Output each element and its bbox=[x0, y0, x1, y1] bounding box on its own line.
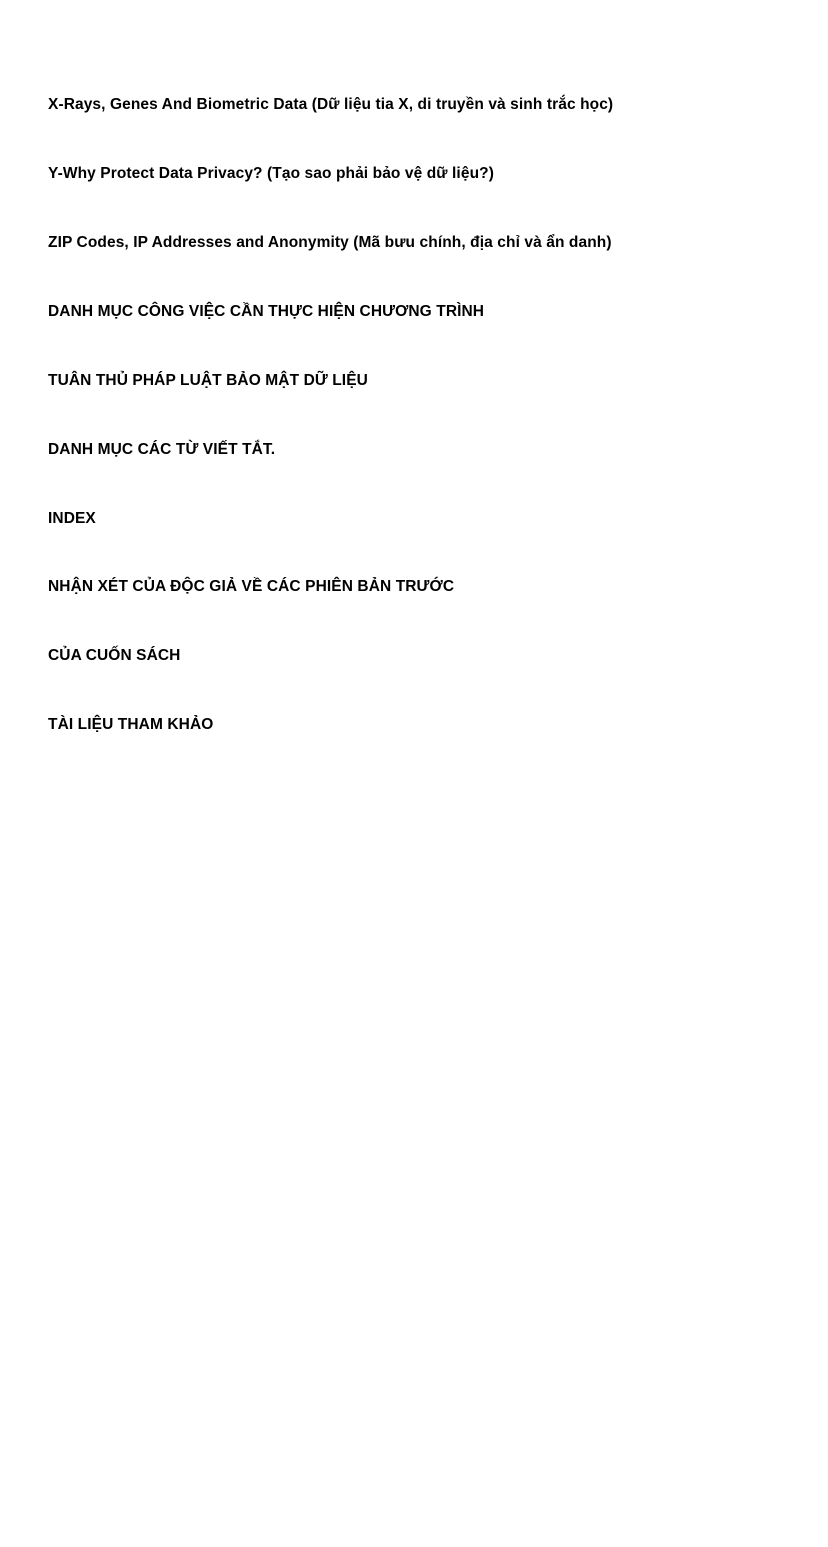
toc-entry[interactable]: ZIP Codes, IP Addresses and Anonymity (Mã bưu chính, địa chỉ và ẩn danh) bbox=[48, 233, 612, 251]
toc-entry[interactable]: NHẬN XÉT CỦA ĐỘC GIẢ VỀ CÁC PHIÊN BẢN TRƯỚC bbox=[48, 578, 455, 596]
toc-entry[interactable]: CỦA CUỐN SÁCH bbox=[48, 647, 181, 665]
table-of-contents bbox=[48, 95, 780, 736]
toc-entry[interactable]: INDEX bbox=[48, 509, 96, 527]
toc-entry[interactable]: Y-Why Protect Data Privacy? (Tạo sao phải bảo vệ dữ liệu?) bbox=[48, 164, 494, 182]
toc-entry[interactable]: TUÂN THỦ PHÁP LUẬT BẢO MẬT DỮ LIỆU bbox=[48, 371, 368, 389]
toc-entry[interactable]: X-Rays, Genes And Biometric Data (Dữ liệu tia X, di truyền và sinh trắc học) bbox=[48, 96, 614, 113]
toc-entry[interactable]: DANH MỤC CÔNG VIỆC CẦN THỰC HIỆN CHƯƠNG TRÌNH bbox=[48, 302, 485, 320]
toc-entry[interactable]: DANH MỤC CÁC TỪ VIẾT TẮT. bbox=[48, 440, 276, 458]
toc-entry[interactable]: TÀI LIỆU THAM KHẢO bbox=[48, 716, 214, 734]
